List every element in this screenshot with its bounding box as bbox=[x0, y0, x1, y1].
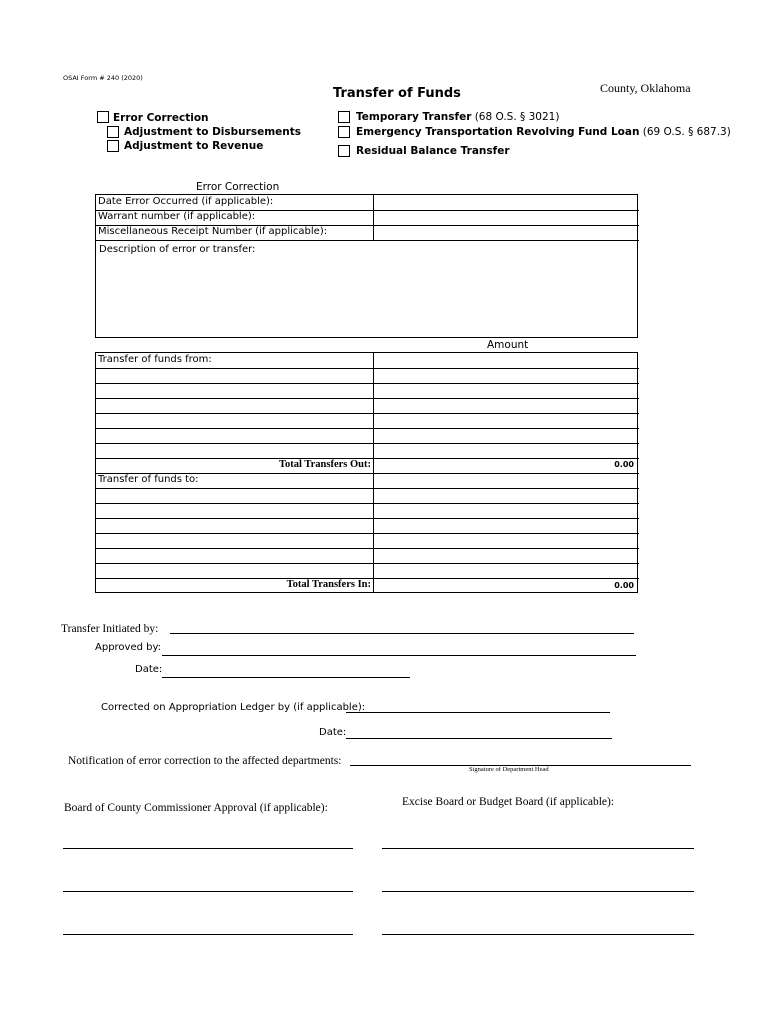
residual-balance-label: Residual Balance Transfer bbox=[356, 145, 510, 157]
temporary-transfer-title: Temporary Transfer bbox=[356, 111, 472, 123]
emergency-loan-title: Emergency Transportation Revolving Fund Loan bbox=[356, 126, 640, 138]
date2-line[interactable] bbox=[346, 738, 612, 739]
bocc-signature-line-1[interactable] bbox=[63, 848, 353, 849]
form-number: OSAI Form # 240 (2020) bbox=[63, 74, 143, 82]
excise-signature-line-3[interactable] bbox=[382, 934, 694, 935]
error-correction-table bbox=[95, 194, 638, 338]
excise-board-label: Excise Board or Budget Board (if applicable): bbox=[402, 796, 615, 808]
adjustment-disbursements-checkbox[interactable] bbox=[107, 126, 119, 138]
transfer-table bbox=[95, 352, 638, 593]
date-error-occurred-field[interactable] bbox=[374, 195, 637, 210]
warrant-number-field[interactable] bbox=[374, 210, 637, 225]
corrected-on-label: Corrected on Appropriation Ledger by (if applicable): bbox=[101, 702, 366, 713]
warrant-number-label: Warrant number (if applicable): bbox=[98, 211, 256, 222]
total-in-value: 0.00 bbox=[614, 581, 634, 590]
date2-label: Date: bbox=[319, 727, 347, 738]
residual-balance-checkbox[interactable] bbox=[338, 145, 350, 157]
bocc-signature-line-2[interactable] bbox=[63, 891, 353, 892]
total-out-label: Total Transfers Out: bbox=[279, 459, 371, 470]
initiated-by-label: Transfer Initiated by: bbox=[61, 623, 159, 635]
bocc-signature-line-3[interactable] bbox=[63, 934, 353, 935]
adjustment-revenue-label: Adjustment to Revenue bbox=[124, 140, 264, 152]
page-title: Transfer of Funds bbox=[333, 86, 461, 101]
corrected-on-line[interactable] bbox=[346, 712, 610, 713]
emergency-loan-label bbox=[356, 126, 731, 138]
excise-signature-line-1[interactable] bbox=[382, 848, 694, 849]
amount-header: Amount bbox=[487, 339, 529, 351]
initiated-by-line[interactable] bbox=[170, 633, 634, 634]
emergency-loan-checkbox[interactable] bbox=[338, 126, 350, 138]
county-label: County, Oklahoma bbox=[600, 81, 691, 95]
dept-head-signature-caption: Signature of Department Head bbox=[469, 766, 549, 773]
excise-signature-line-2[interactable] bbox=[382, 891, 694, 892]
approved-by-label: Approved by: bbox=[95, 642, 162, 653]
misc-receipt-field[interactable] bbox=[374, 225, 637, 240]
approved-by-line[interactable] bbox=[162, 655, 636, 656]
emergency-loan-statute: (69 O.S. § 687.3) bbox=[639, 126, 731, 138]
date1-line[interactable] bbox=[162, 677, 410, 678]
error-correction-heading: Error Correction bbox=[196, 181, 280, 193]
notification-label: Notification of error correction to the affected departments: bbox=[68, 755, 342, 767]
description-field[interactable] bbox=[96, 257, 637, 337]
adjustment-revenue-checkbox[interactable] bbox=[107, 140, 119, 152]
error-correction-label: Error Correction bbox=[113, 112, 209, 124]
date1-label: Date: bbox=[135, 664, 163, 675]
transfer-from-label: Transfer of funds from: bbox=[98, 354, 212, 365]
error-correction-checkbox[interactable] bbox=[97, 111, 109, 123]
temporary-transfer-checkbox[interactable] bbox=[338, 111, 350, 123]
transfer-to-label: Transfer of funds to: bbox=[98, 474, 199, 485]
temporary-transfer-label bbox=[356, 111, 559, 123]
total-in-label: Total Transfers In: bbox=[286, 579, 371, 590]
total-out-value: 0.00 bbox=[614, 460, 634, 469]
bocc-approval-label: Board of County Commissioner Approval (if applicable): bbox=[64, 802, 328, 814]
description-label: Description of error or transfer: bbox=[99, 244, 256, 255]
date-error-occurred-label: Date Error Occurred (if applicable): bbox=[98, 196, 274, 207]
adjustment-disbursements-label: Adjustment to Disbursements bbox=[124, 126, 301, 138]
temporary-transfer-statute: (68 O.S. § 3021) bbox=[471, 111, 560, 123]
misc-receipt-label: Miscellaneous Receipt Number (if applicable): bbox=[98, 226, 328, 237]
